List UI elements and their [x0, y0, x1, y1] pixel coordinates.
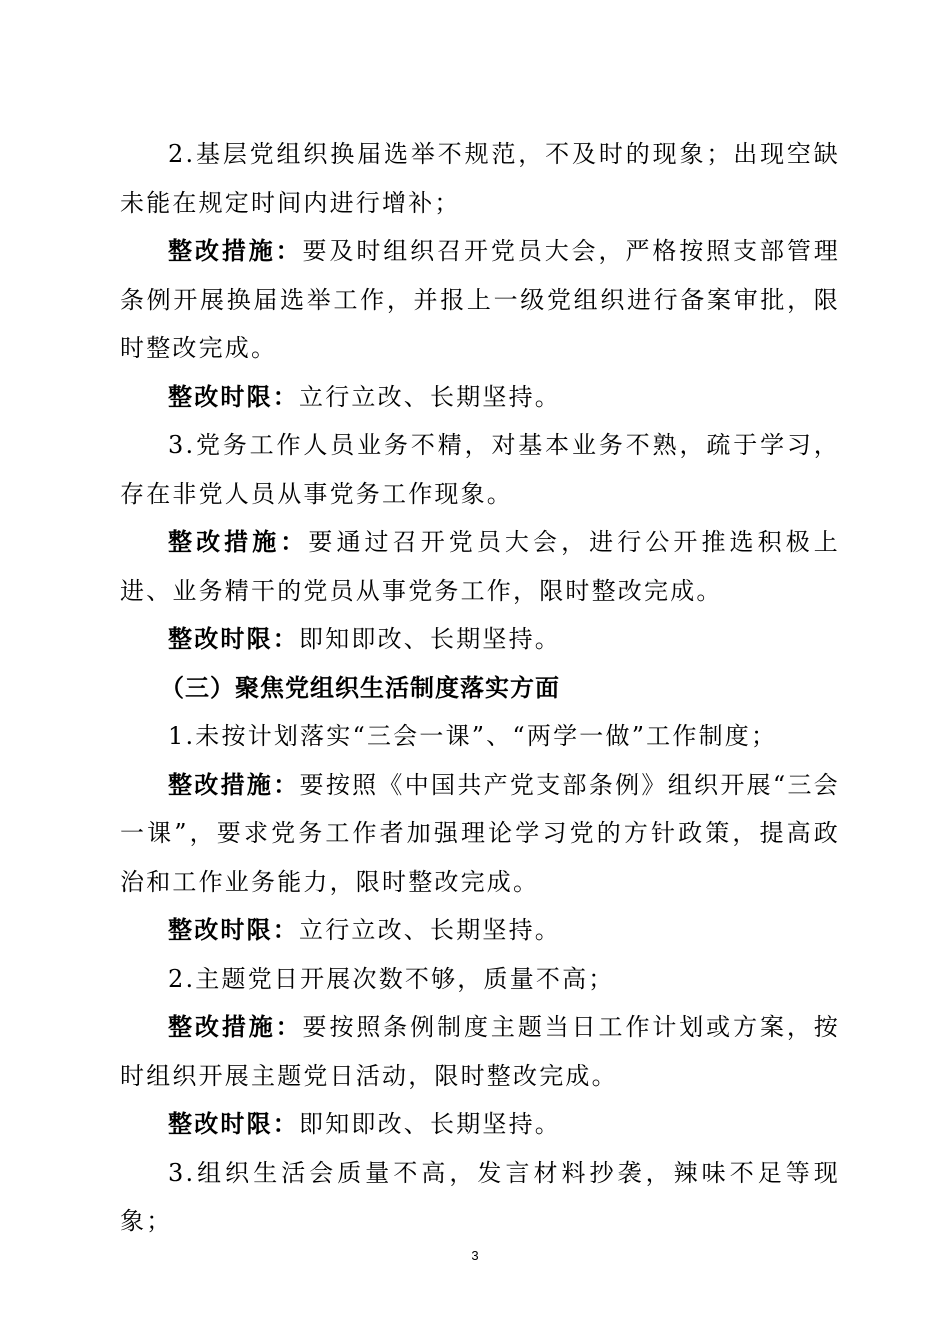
section-heading: （三）聚焦党组织生活制度落实方面: [160, 673, 560, 702]
rectification-deadline: [120, 373, 840, 422]
issue-item-3: [120, 1149, 840, 1246]
rectification-measures: [120, 518, 840, 615]
deadline-text: 即知即改、长期坚持。: [299, 1110, 561, 1138]
deadline-text: 立行立改、长期坚持。: [299, 382, 561, 411]
deadline-text: 即知即改、长期坚持。: [299, 625, 561, 653]
deadline-label: 整改时限：: [168, 382, 299, 411]
issue-text: 2.基层党组织换届选举不规范，不及时的现象；出现空缺未能在规定时间内进行增补；: [120, 140, 840, 217]
measures-label: 整改措施：: [168, 1013, 303, 1041]
rectification-deadline: [120, 615, 840, 664]
measures-text: 要按照《中国共产党支部条例》组织开展“三会一课”，要求党务工作者加强理论学习党的方针政策，提高政治和工作业务能力，限时整改完成。: [120, 770, 841, 896]
issue-item-2: [120, 955, 840, 1004]
issue-item-3: [120, 421, 840, 518]
rectification-measures: [120, 1003, 840, 1100]
deadline-label: 整改时限：: [168, 1110, 299, 1138]
rectification-deadline: [120, 1100, 840, 1149]
measures-label: 整改措施：: [168, 237, 303, 265]
issue-text: 1.未按计划落实“三会一课”、“两学一做”工作制度；: [168, 722, 778, 750]
issue-text: 2.主题党日开展次数不够，质量不高；: [168, 964, 615, 993]
rectification-measures: [120, 227, 840, 373]
document-body: [120, 130, 840, 1246]
measures-label: 整改措施：: [168, 770, 300, 799]
measures-text: 要按照条例制度主题当日工作计划或方案，按时组织开展主题党日活动，限时整改完成。: [120, 1013, 841, 1090]
issue-item-1: [120, 712, 840, 761]
deadline-text: 立行立改、长期坚持。: [299, 916, 561, 944]
rectification-deadline: [120, 906, 840, 955]
measures-text: 要通过召开党员大会，进行公开推选积极上进、业务精干的党员从事党务工作，限时整改完成。: [120, 528, 840, 605]
issue-text: 3.党务工作人员业务不精，对基本业务不熟，疏于学习，存在非党人员从事党务工作现象。: [120, 431, 840, 508]
measures-text: 要及时组织召开党员大会，严格按照支部管理条例开展换届选举工作，并报上一级党组织进行备案审批，限时整改完成。: [120, 237, 841, 362]
issue-text: 3.组织生活会质量不高，发言材料抄袭，辣味不足等现象；: [120, 1158, 840, 1235]
issue-item-2: [120, 130, 840, 227]
rectification-measures: [120, 761, 840, 907]
measures-label: 整改措施：: [168, 528, 309, 556]
page-number: 3: [471, 1248, 479, 1263]
deadline-label: 整改时限：: [168, 916, 299, 944]
deadline-label: 整改时限：: [168, 625, 299, 653]
